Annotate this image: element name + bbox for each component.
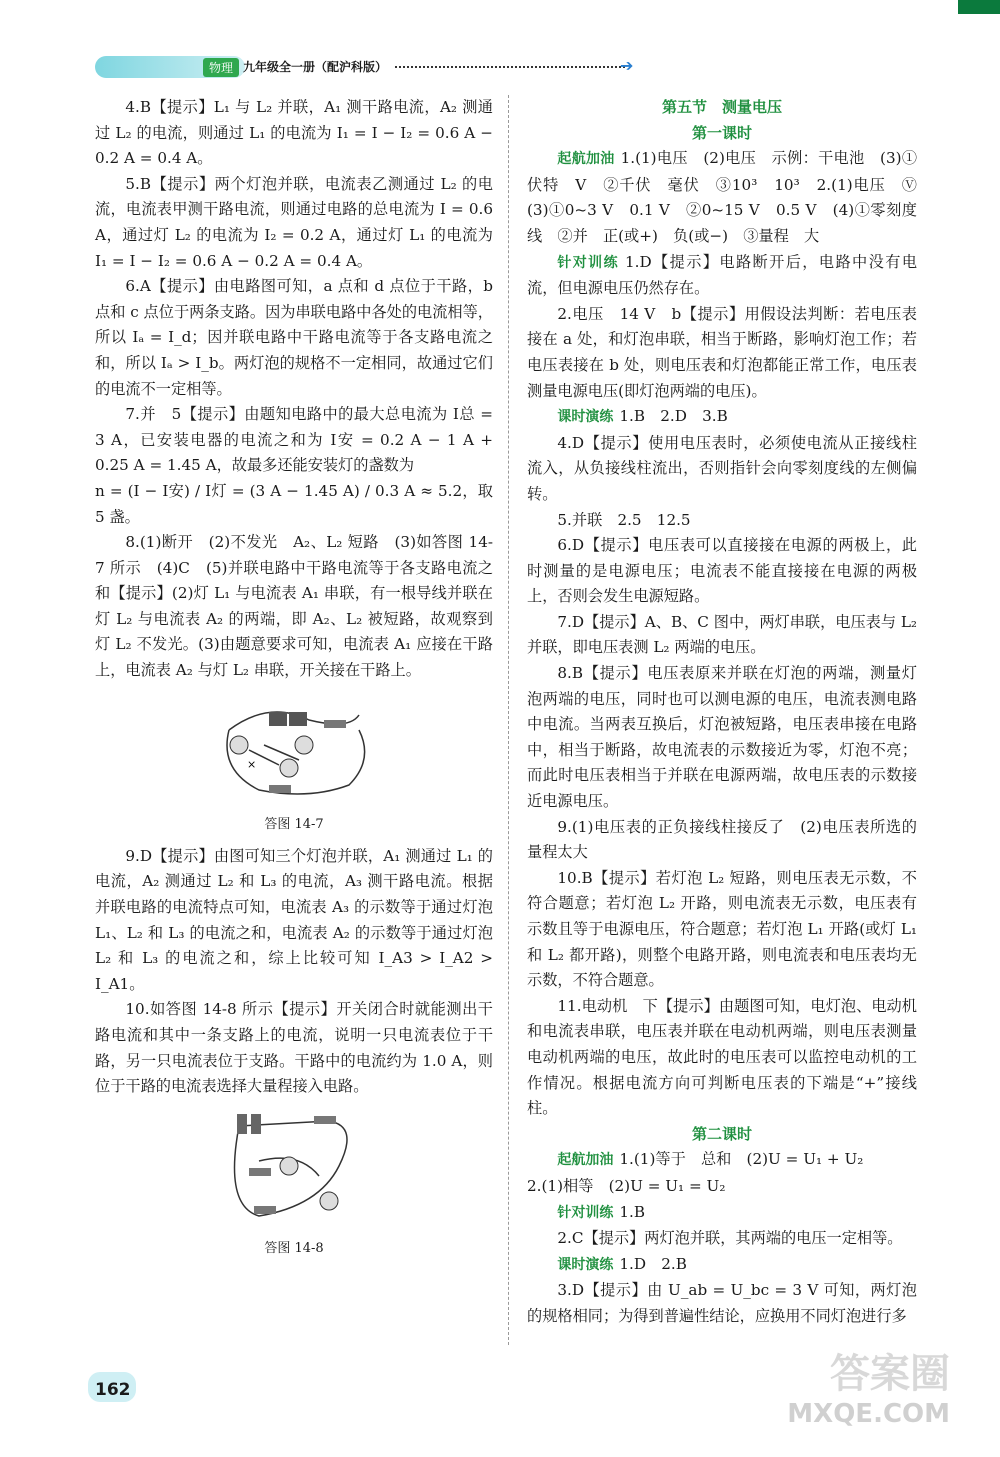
keshi-answer-10: 10.B【提示】若灯泡 L₂ 短路，则电压表无示数，不符合题意；若灯泡 L₂ 开路，则电流表无示数，电压表有示数且等于电源电压，符合题意；若灯泡 L₁ 开路(或灯 L₁ 和 L₂ 都开路)，则整个电路开路，则电流表和电压表均无示数，不符合题意。	[527, 868, 917, 990]
keshi-answer-8: 8.B【提示】电压表原来并联在灯泡的两端，测量灯泡两端的电压，同时也可以测电源的电压，电流表测电路中电流。当两表互换后，灯泡被短路，电压表串接在电路中，相当于断路，故电流表的示数接近为零，灯泡不亮；而此时电压表相当于并联在电源两端，故电压表的示数接近电源电压。	[527, 664, 917, 811]
lesson-1-title: 第一课时	[691, 123, 752, 142]
zhendui-answer-1: 1.D【提示】电路断开后，电路中没有电流，但电源电压仍然存在。	[527, 252, 918, 298]
label-qihang: 起航加油	[557, 151, 615, 168]
header-dotted-line	[395, 66, 625, 68]
label-keshi: 课时演练	[557, 409, 614, 426]
qihang2-answer-2: 2.(1)相等 (2)U = U₁ = U₂	[527, 1176, 726, 1195]
svg-text:×: ×	[247, 757, 257, 771]
answer-4: 4.B【提示】L₁ 与 L₂ 并联，A₁ 测干路电流，A₂ 测通过 L₂ 的电流，则通过 L₁ 的电流为 I₁ = I − I₂ = 0.6 A − 0.2 A = 0.4 A。	[95, 98, 493, 168]
answer-8: 8.(1)断开 (2)不发光 A₂、L₂ 短路 (3)如答图 14-7 所示 (4)C (5)并联电路中干路电流等于各支路电流之和【提示】(2)灯 L₁ 与电流表 A₁ 串联，有一根导线并联在灯 L₂ 与电流表 A₂ 的两端，即 A₂、L₂ 被短路，故观察到灯 L₂ 不发光。(3)由题意要求可知，电流表 A₁ 应接在干路上，电流表 A₂ 与灯 L₂ 串联，开关接在干路上。	[95, 533, 493, 680]
circuit-figure-14-7	[95, 690, 493, 811]
answer-9: 9.D【提示】由图可知三个灯泡并联，A₁ 测通过 L₁ 的电流，A₂ 测通过 L₂ 和 L₃ 的电流，A₃ 测干路电流。根据并联电路的电流特点可知，电流表 A₃ 的示数等于通过灯泡 L₁、L₂ 和 L₃ 的电流之和，电流表 A₂ 的示数等于通过灯泡 L₂ 和 L₃ 的电流之和，综上比较可知 I_A3 > I_A2 > I_A1。	[95, 846, 493, 993]
section-title: 第五节 测量电压	[661, 98, 782, 116]
qihang-answers: 1.(1)电压 (2)电压 示例：干电池 (3)①伏特 V ②千伏 毫伏 ③10³ 10³ 2.(1)电压 Ⓥ (3)①0~3 V 0.1 V ②0~15 V 0.5 V (4)①零刻度线 ②并 正(或+) 负(或−) ③量程 大	[527, 149, 933, 245]
left-column	[95, 95, 493, 1268]
zhendui-answer-2: 2.电压 14 V b【提示】用假设法判断：若电压表接在 a 处，和灯泡串联，相当于断路，影响灯泡工作；若电压表接在 b 处，则电压表和灯泡都能正常工作，电压表测量电源电压(即灯泡两端的电压)。	[527, 304, 917, 400]
page-number: 162	[95, 1380, 131, 1400]
arrow-icon: ➔	[620, 56, 634, 75]
watermark-cn: 答案圈	[830, 1351, 950, 1397]
figure-caption-14-8: 答图 14-8	[264, 1241, 324, 1257]
keshi2-answer-3: 3.D【提示】由 U_ab = U_bc = 3 V 可知，两灯泡的规格相同；为得到普遍性结论，应换用不同灯泡进行多	[527, 1281, 917, 1325]
label-zhendui-2: 针对训练	[557, 1204, 614, 1221]
right-column	[527, 95, 933, 1330]
keshi2-answers-1-2: 1.D 2.B	[619, 1254, 687, 1273]
keshi-answer-4: 4.D【提示】使用电压表时，必须使电流从正接线柱流入，从负接线柱流出，否则指针会向零刻度线的左侧偏转。	[527, 433, 917, 503]
label-zhendui: 针对训练	[557, 254, 619, 271]
zhendui2-answer-2: 2.C【提示】两灯泡并联，其两端的电压一定相等。	[557, 1229, 903, 1248]
keshi-answer-7: 7.D【提示】A、B、C 图中，两灯串联，电压表与 L₂ 并联，即电压表测 L₂ 两端的电压。	[527, 612, 918, 657]
watermark-en: MXQE.COM	[787, 1399, 950, 1429]
qihang2-answer-1: 1.(1)等于 总和 (2)U = U₁ + U₂	[619, 1150, 864, 1169]
answer-6: 6.A【提示】由电路图可知，a 点和 d 点位于干路，b 点和 c 点位于两条支路。因为串联电路中各处的电流相等，所以 Iₐ = I_d；因并联电路中干路电流等于各支路电流之和，所以 Iₐ > I_b。两灯泡的规格不一定相同，故通过它们的电流不一定相等。	[95, 277, 493, 398]
keshi-answer-5: 5.并联 2.5 12.5	[557, 510, 691, 529]
keshi-answers-1-3: 1.B 2.D 3.B	[619, 407, 728, 426]
answer-10: 10.如答图 14-8 所示【提示】开关闭合时就能测出干路电流和其中一条支路上的电流，说明一只电流表位于干路，另一只电流表位于支路。干路中的电流约为 1.0 A，则位于干路的电流表选择大量程接入电路。	[95, 1000, 493, 1096]
keshi-answer-6: 6.D【提示】电压表可以直接接在电源的两极上，此时测量的是电源电压；电流表不能直接接在电源的两极上，否则会发生电源短路。	[527, 536, 917, 606]
answer-7: 7.并 5【提示】由题知电路中的最大总电流为 I总 = 3 A，已安装电器的电流之和为 I安 = 0.2 A − 1 A + 0.25 A = 1.45 A，故最多还能安装灯的盏数为	[95, 405, 493, 475]
answer-7-formula: n = (I − I安) / I灯 = (3 A − 1.45 A) / 0.3 A ≈ 5.2，取 5 盏。	[95, 481, 493, 526]
book-title: 九年级全一册（配沪科版）	[243, 60, 388, 74]
label-keshi-2: 课时演练	[557, 1256, 614, 1273]
lesson-2-title: 第二课时	[691, 1124, 752, 1143]
keshi-answer-9: 9.(1)电压表的正负接线柱接反了 (2)电压表所选的量程太大	[527, 817, 917, 862]
zhendui2-answer-1: 1.B	[619, 1202, 646, 1221]
subject-badge: 物理	[203, 58, 239, 77]
label-qihang-2: 起航加油	[557, 1152, 614, 1169]
corner-tab	[958, 0, 1000, 14]
answer-5: 5.B【提示】两个灯泡并联，电流表乙测通过 L₂ 的电流，电流表甲测干路电流，则通过电路的总电流为 I = 0.6 A，通过灯 L₂ 的电流为 I₂ = 0.2 A，通过灯 L₁ 的电流为 I₁ = I − I₂ = 0.6 A − 0.2 A = 0.4 A。	[95, 174, 493, 270]
column-divider	[508, 95, 509, 1345]
keshi-answer-11: 11.电动机 下【提示】由题图可知，电灯泡、电动机和电流表串联，电压表并联在电动机两端，则电压表测量电动机两端的电压，故此时的电压表可以监控电动机的工作情况。根据电流方向可判断电压表的下端是“+”接线柱。	[527, 996, 917, 1118]
watermark	[787, 1342, 950, 1429]
circuit-figure-14-8	[95, 1106, 493, 1235]
page-header	[95, 52, 655, 82]
figure-caption-14-7: 答图 14-7	[264, 817, 324, 833]
